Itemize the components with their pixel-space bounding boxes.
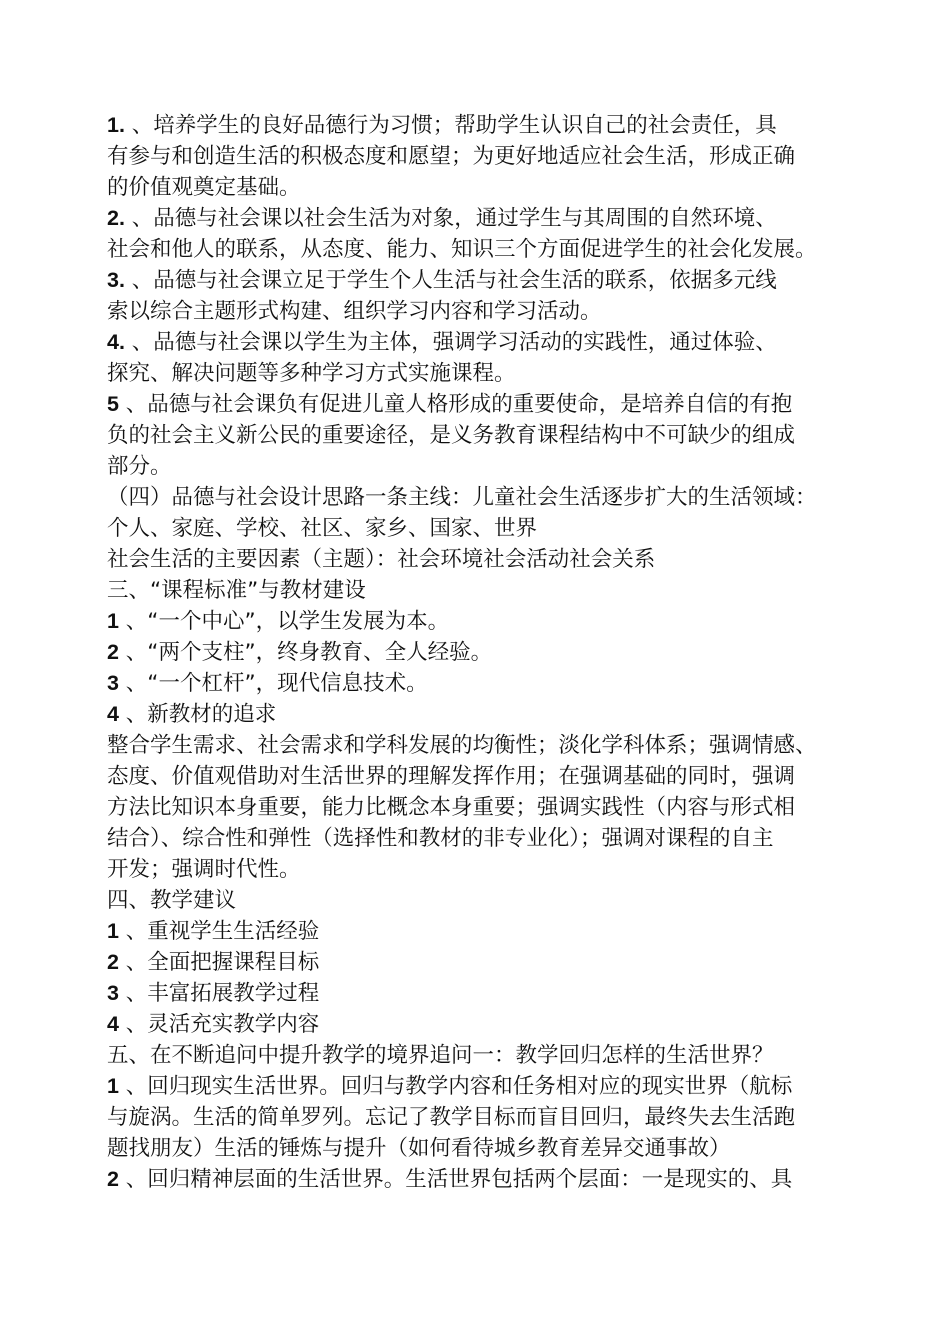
text-line xyxy=(107,1133,887,1164)
item-number: 4 xyxy=(107,702,119,726)
item-number: 3 xyxy=(107,981,119,1005)
text-line xyxy=(107,234,887,265)
text-line xyxy=(107,668,887,699)
line-text: 索以综合主题形式构建、组织学习内容和学习活动。 xyxy=(107,299,602,324)
line-text: 题找朋友）生活的锤炼与提升（如何看待城乡教育差异交通事故） xyxy=(107,1136,731,1161)
text-line xyxy=(107,141,887,172)
text-line xyxy=(107,1009,887,1040)
text-line xyxy=(107,823,887,854)
text-line xyxy=(107,1102,887,1133)
item-number: 2 xyxy=(107,1167,119,1191)
text-line xyxy=(107,575,887,606)
text-line xyxy=(107,513,887,544)
line-text: 、“一个中心”，以学生发展为本。 xyxy=(118,609,450,634)
document-body xyxy=(107,110,887,1195)
text-line xyxy=(107,420,887,451)
line-text: 社会和他人的联系，从态度、能力、知识三个方面促进学生的社会化发展。 xyxy=(107,237,817,262)
text-line xyxy=(107,978,887,1009)
line-text: （四）品德与社会设计思路一条主线：儿童社会生活逐步扩大的生活领域： xyxy=(107,485,817,510)
text-line xyxy=(107,1164,887,1195)
item-number: 2 xyxy=(107,640,119,664)
text-line xyxy=(107,730,887,761)
text-line xyxy=(107,792,887,823)
item-number: 1 xyxy=(107,919,119,943)
item-number: 2. xyxy=(107,206,125,230)
text-line xyxy=(107,916,887,947)
line-text: 与旋涡。生活的简单罗列。忘记了教学目标而盲目回归，最终失去生活跑 xyxy=(107,1105,796,1130)
text-line xyxy=(107,1040,887,1071)
item-number: 1 xyxy=(107,609,119,633)
item-number: 1 xyxy=(107,1074,119,1098)
line-text: 结合）、综合性和弹性（选择性和教材的非专业化）；强调对课程的自主 xyxy=(107,826,774,851)
text-line xyxy=(107,482,887,513)
text-line xyxy=(107,544,887,575)
item-number: 3 xyxy=(107,671,119,695)
line-text: 个人、家庭、学校、社区、家乡、国家、世界 xyxy=(107,516,538,541)
line-text: 、品德与社会课立足于学生个人生活与社会生活的联系，依据多元线 xyxy=(124,268,777,293)
line-text: 部分。 xyxy=(107,454,172,479)
line-text: 有参与和创造生活的积极态度和愿望；为更好地适应社会生活，形成正确 xyxy=(107,144,796,169)
text-line xyxy=(107,203,887,234)
line-text: 社会生活的主要因素（主题）：社会环境社会活动社会关系 xyxy=(107,547,656,572)
line-text: 五、在不断追问中提升教学的境界追问一：教学回归怎样的生活世界？ xyxy=(107,1043,774,1068)
text-line xyxy=(107,699,887,730)
line-text: 、丰富拓展教学过程 xyxy=(118,981,320,1006)
text-line xyxy=(107,761,887,792)
line-text: 、重视学生生活经验 xyxy=(118,919,320,944)
line-text: 、品德与社会课以社会生活为对象，通过学生与其周围的自然环境、 xyxy=(124,206,777,231)
item-number: 2 xyxy=(107,950,119,974)
text-line xyxy=(107,172,887,203)
line-text: 的价值观奠定基础。 xyxy=(107,175,301,200)
item-number: 4 xyxy=(107,1012,119,1036)
text-line xyxy=(107,854,887,885)
text-line xyxy=(107,296,887,327)
text-line xyxy=(107,358,887,389)
line-text: 探究、解决问题等多种学习方式实施课程。 xyxy=(107,361,516,386)
text-line xyxy=(107,947,887,978)
line-text: 、回归现实生活世界。回归与教学内容和任务相对应的现实世界（航标 xyxy=(118,1074,793,1099)
item-number: 1. xyxy=(107,113,125,137)
text-line xyxy=(107,451,887,482)
line-text: 、品德与社会课负有促进儿童人格形成的重要使命，是培养自信的有抱 xyxy=(118,392,793,417)
line-text: 三、“课程标准”与教材建设 xyxy=(107,578,366,603)
line-text: 、“一个杠杆”，现代信息技术。 xyxy=(118,671,428,696)
line-text: 、品德与社会课以学生为主体，强调学习活动的实践性，通过体验、 xyxy=(124,330,777,355)
line-text: 、新教材的追求 xyxy=(118,702,277,727)
line-text: 整合学生需求、社会需求和学科发展的均衡性；淡化学科体系；强调情感、 xyxy=(107,733,817,758)
text-line xyxy=(107,637,887,668)
text-line xyxy=(107,265,887,296)
line-text: 态度、价值观借助对生活世界的理解发挥作用；在强调基础的同时，强调 xyxy=(107,764,796,789)
line-text: 、“两个支柱”，终身教育、全人经验。 xyxy=(118,640,493,665)
line-text: 、回归精神层面的生活世界。生活世界包括两个层面：一是现实的、具 xyxy=(118,1167,793,1192)
text-line xyxy=(107,327,887,358)
text-line xyxy=(107,389,887,420)
line-text: 四、教学建议 xyxy=(107,888,237,913)
line-text: 、培养学生的良好品德行为习惯；帮助学生认识自己的社会责任，具 xyxy=(124,113,777,138)
text-line xyxy=(107,606,887,637)
line-text: 方法比知识本身重要，能力比概念本身重要；强调实践性（内容与形式相 xyxy=(107,795,796,820)
text-line xyxy=(107,885,887,916)
item-number: 3. xyxy=(107,268,125,292)
item-number: 5 xyxy=(107,392,119,416)
line-text: 、全面把握课程目标 xyxy=(118,950,320,975)
item-number: 4. xyxy=(107,330,125,354)
line-text: 、灵活充实教学内容 xyxy=(118,1012,320,1037)
text-line xyxy=(107,1071,887,1102)
line-text: 开发；强调时代性。 xyxy=(107,857,301,882)
line-text: 负的社会主义新公民的重要途径，是义务教育课程结构中不可缺少的组成 xyxy=(107,423,796,448)
text-line xyxy=(107,110,887,141)
